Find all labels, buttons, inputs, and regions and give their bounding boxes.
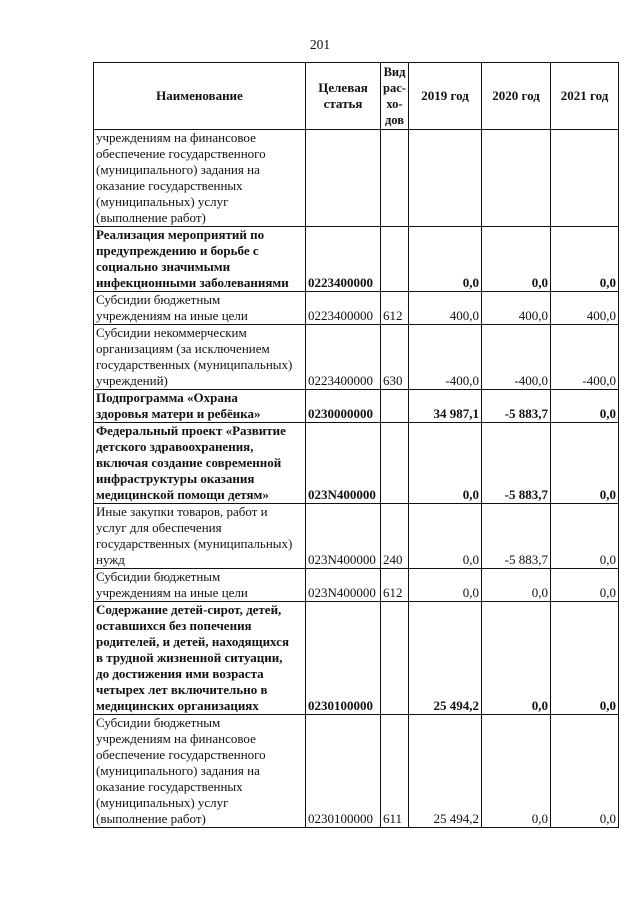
row-target-article: 023N400000 (306, 423, 381, 504)
row-value-2021 (551, 130, 619, 227)
row-name-line: социально значимыми (96, 259, 231, 274)
row-name-line: детского здравоохранения, (96, 439, 254, 454)
row-value-2021: 0,0 (551, 423, 619, 504)
row-name-line: Содержание детей-сирот, детей, (96, 602, 282, 617)
row-target-article: 0223400000 (306, 227, 381, 292)
table-row (94, 325, 619, 390)
row-value-2021: 0,0 (551, 602, 619, 715)
row-name-line: (муниципальных) услуг (96, 194, 229, 209)
row-name (94, 504, 306, 569)
row-name (94, 130, 306, 227)
row-name-line: Субсидии бюджетным (96, 715, 221, 730)
row-value-2019: 34 987,1 (409, 390, 482, 423)
row-name-line: государственных (муниципальных) (96, 357, 293, 372)
row-target-article (306, 130, 381, 227)
row-value-2019: 0,0 (409, 504, 482, 569)
row-name-line: оказание государственных (96, 779, 243, 794)
header-row (94, 63, 619, 130)
row-value-2020: -5 883,7 (482, 423, 551, 504)
row-value-2021: 0,0 (551, 715, 619, 828)
row-value-2020 (482, 130, 551, 227)
row-value-2020: -5 883,7 (482, 390, 551, 423)
row-value-2019: 400,0 (409, 292, 482, 325)
row-name-line: медицинской помощи детям» (96, 487, 269, 502)
row-name-line: (муниципального) задания на (96, 763, 260, 778)
row-value-2019: 0,0 (409, 569, 482, 602)
row-name (94, 292, 306, 325)
row-expense-type (381, 423, 409, 504)
row-name-line: (муниципального) задания на (96, 162, 260, 177)
row-value-2020: 0,0 (482, 227, 551, 292)
row-expense-type: 612 (381, 292, 409, 325)
row-name-line: медицинских организациях (96, 698, 259, 713)
row-name (94, 715, 306, 828)
table-row (94, 227, 619, 292)
header-2020: 2020 год (482, 63, 551, 130)
row-value-2020: 0,0 (482, 569, 551, 602)
budget-table (93, 62, 619, 828)
row-name-line: Иные закупки товаров, работ и (96, 504, 268, 519)
row-name (94, 227, 306, 292)
row-target-article: 0230100000 (306, 602, 381, 715)
row-name-line: Субсидии некоммерческим (96, 325, 247, 340)
row-value-2019: 0,0 (409, 423, 482, 504)
row-name-line: инфекционными заболеваниями (96, 275, 289, 290)
row-value-2020: 0,0 (482, 715, 551, 828)
row-name-line: оказание государственных (96, 178, 243, 193)
row-name-line: обеспечение государственного (96, 747, 266, 762)
row-name-line: нужд (96, 552, 125, 567)
row-name-line: услуг для обеспечения (96, 520, 222, 535)
row-name-line: (выполнение работ) (96, 210, 206, 225)
row-name-line: (муниципальных) услуг (96, 795, 229, 810)
row-expense-type (381, 602, 409, 715)
table-row (94, 292, 619, 325)
header-expense-type: Вид рас- хо- дов (381, 63, 409, 130)
row-value-2019: 25 494,2 (409, 715, 482, 828)
row-name-line: здоровья матери и ребёнка» (96, 406, 261, 421)
row-name-line: организациям (за исключением (96, 341, 270, 356)
page-number: 201 (309, 37, 331, 52)
row-name (94, 569, 306, 602)
table-row (94, 504, 619, 569)
row-value-2020: 400,0 (482, 292, 551, 325)
row-name-line: Реализация мероприятий по (96, 227, 265, 242)
header-2019: 2019 год (409, 63, 482, 130)
row-name-line: обеспечение государственного (96, 146, 266, 161)
header-name: Наименование (94, 63, 306, 130)
row-name-line: родителей, и детей, находящихся (96, 634, 289, 649)
row-name-line: до достижения ими возраста (96, 666, 264, 681)
row-name-line: в трудной жизненной ситуации, (96, 650, 283, 665)
table-row (94, 390, 619, 423)
row-value-2020: 0,0 (482, 602, 551, 715)
row-name-line: учреждениям на иные цели (96, 308, 248, 323)
row-value-2021: 0,0 (551, 227, 619, 292)
row-value-2021: 0,0 (551, 569, 619, 602)
row-value-2021: 0,0 (551, 390, 619, 423)
row-name (94, 325, 306, 390)
row-value-2019: -400,0 (409, 325, 482, 390)
table-row (94, 715, 619, 828)
header-target-article: Целевая статья (306, 63, 381, 130)
row-target-article: 0230100000 (306, 715, 381, 828)
header-2021: 2021 год (551, 63, 619, 130)
row-value-2021: 0,0 (551, 504, 619, 569)
row-value-2020: -5 883,7 (482, 504, 551, 569)
row-target-article: 0223400000 (306, 292, 381, 325)
table-row (94, 130, 619, 227)
row-name (94, 423, 306, 504)
row-name-line: предупреждению и борьбе с (96, 243, 259, 258)
table-row (94, 602, 619, 715)
row-name-line: четырех лет включительно в (96, 682, 268, 697)
row-target-article: 0230000000 (306, 390, 381, 423)
row-target-article: 023N400000 (306, 569, 381, 602)
row-name (94, 602, 306, 715)
row-value-2019: 0,0 (409, 227, 482, 292)
row-expense-type (381, 227, 409, 292)
row-value-2021: -400,0 (551, 325, 619, 390)
row-name-line: учреждениям на иные цели (96, 585, 248, 600)
row-value-2021: 400,0 (551, 292, 619, 325)
row-name-line: Подпрограмма «Охрана (96, 390, 238, 405)
row-expense-type: 611 (381, 715, 409, 828)
row-value-2020: -400,0 (482, 325, 551, 390)
row-expense-type: 240 (381, 504, 409, 569)
table-row (94, 423, 619, 504)
row-name-line: Субсидии бюджетным (96, 292, 221, 307)
table-row (94, 569, 619, 602)
row-name-line: инфраструктуры оказания (96, 471, 255, 486)
row-name (94, 390, 306, 423)
row-name-line: Субсидии бюджетным (96, 569, 221, 584)
row-value-2019 (409, 130, 482, 227)
row-name-line: Федеральный проект «Развитие (96, 423, 286, 438)
row-name-line: учреждениям на финансовое (96, 731, 256, 746)
row-name-line: включая создание современной (96, 455, 282, 470)
row-target-article: 0223400000 (306, 325, 381, 390)
row-expense-type (381, 130, 409, 227)
row-expense-type: 630 (381, 325, 409, 390)
row-name-line: учреждений) (96, 373, 168, 388)
row-expense-type: 612 (381, 569, 409, 602)
row-name-line: учреждениям на финансовое (96, 130, 256, 145)
row-name-line: (выполнение работ) (96, 811, 206, 826)
row-target-article: 023N400000 (306, 504, 381, 569)
row-name-line: государственных (муниципальных) (96, 536, 293, 551)
row-value-2019: 25 494,2 (409, 602, 482, 715)
row-expense-type (381, 390, 409, 423)
row-name-line: оставшихся без попечения (96, 618, 252, 633)
